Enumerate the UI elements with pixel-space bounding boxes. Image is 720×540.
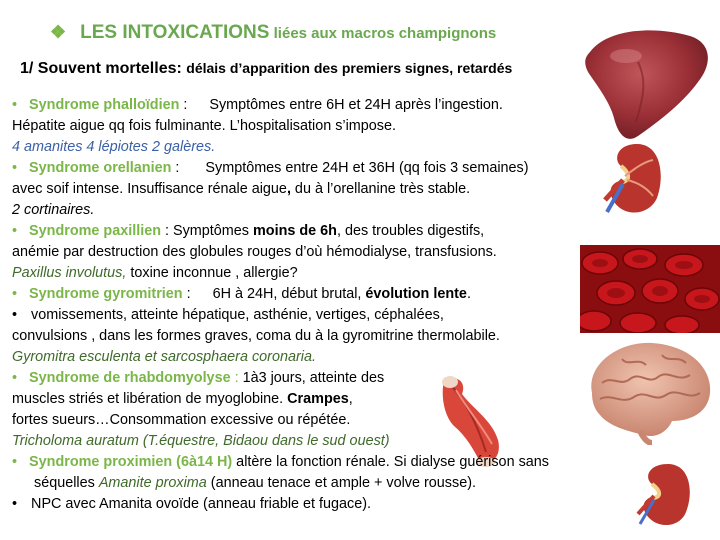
separator: : [182, 286, 191, 302]
line-text: convulsions , dans les formes graves, coma du à la gyromitrine thermolabile. [12, 328, 500, 344]
kidney-image [603, 140, 668, 218]
line-text: fortes sueurs…Consommation excessive ou répétée. [12, 412, 351, 428]
separator: : [171, 160, 180, 176]
line-orellanien [12, 158, 529, 179]
line-bold: évolution lente [365, 286, 467, 302]
line-text: 2 cortinaires. [12, 202, 95, 218]
subtitle-rest: délais d’apparition des premiers signes, retardés [186, 60, 513, 76]
line-17 [12, 431, 390, 452]
line-text: séquelles [34, 475, 99, 491]
bullet: • [12, 370, 18, 386]
line-8 [12, 242, 497, 263]
line-5 [12, 179, 470, 200]
liver-image [578, 22, 716, 144]
line-proximien [12, 452, 549, 473]
line-phalloidien [12, 95, 503, 116]
line-text: Symptômes entre 24H et 36H (qq fois 3 semaines) [205, 160, 529, 176]
bullet: • [12, 496, 18, 512]
species-name: Gyromitra esculenta et sarcosphaera coronaria. [12, 349, 316, 365]
page-title [50, 22, 496, 44]
syndrome-name: Syndrome paxillien [29, 223, 162, 239]
syndrome-name: Syndrome phalloïdien [29, 97, 180, 113]
syndrome-name: Syndrome gyromitrien [29, 286, 183, 302]
separator: : [161, 223, 174, 239]
syndrome-name: Syndrome orellanien [29, 160, 172, 176]
bullet: • [12, 307, 18, 323]
line-bold: moins de 6h [253, 223, 337, 239]
line-gyromitrien [12, 284, 471, 305]
bullet: • [12, 223, 18, 239]
line-text: Hépatite aigue qq fois fulminante. L’hospitalisation s’impose. [12, 118, 396, 134]
title-main: LES INTOXICATIONS [80, 22, 270, 43]
species-name: Amanite proxima [98, 475, 207, 491]
bullet: • [12, 160, 18, 176]
separator: : [179, 97, 188, 113]
line-text: , des troubles digestifs, [336, 223, 485, 239]
kidney-image-2 [636, 460, 698, 530]
line-text: anémie par destruction des globules rouges d’où hémodialyse, transfusions. [12, 244, 497, 260]
line-text: muscles striés et libération de myoglobine. [12, 391, 288, 407]
title-rest: liées aux macros champignons [269, 25, 497, 42]
syndrome-name: Syndrome de rhabdomyolyse [29, 370, 231, 386]
line-text: . [466, 286, 471, 302]
line-2 [12, 116, 396, 137]
brain-image [582, 335, 716, 445]
subtitle-lead: 1/ Souvent mortelles: [20, 60, 187, 77]
line-rhabdomyolyse [12, 368, 384, 389]
line-19 [34, 473, 476, 494]
species-name: Tricholoma auratum (T.équestre, Bidaou dans le sud ouest) [12, 433, 390, 449]
line-16 [12, 410, 350, 431]
red-blood-cells-image [580, 245, 720, 333]
line-paxillien [12, 221, 484, 242]
line-text: 6H à 24H, début brutal, [212, 286, 366, 302]
line-bold: Crampes [287, 391, 349, 407]
subtitle [20, 60, 512, 78]
syndrome-name: Syndrome proximien (6à14 H) [29, 454, 233, 470]
line-6 [12, 200, 94, 221]
line-npc [12, 494, 371, 515]
line-11 [12, 305, 444, 326]
line-13 [12, 347, 316, 368]
line-9 [12, 263, 298, 284]
line-text: vomissements, atteinte hépatique, asthénie, vertiges, céphalées, [31, 307, 444, 323]
line-text: Symptômes entre 6H et 24H après l’ingestion. [209, 97, 503, 113]
line-text: (anneau tenace et ample + volve rousse). [206, 475, 476, 491]
line-bold: , [286, 181, 291, 197]
line-12 [12, 326, 500, 347]
bullet: • [12, 286, 18, 302]
separator: : [230, 370, 243, 386]
line-text: du à l’orellanine très stable. [290, 181, 471, 197]
line-text: 1à3 jours, atteinte des [242, 370, 385, 386]
bullet: • [12, 454, 18, 470]
line-text: 4 amanites 4 lépiotes 2 galères. [12, 139, 216, 155]
line-text: NPC avec Amanita ovoïde (anneau friable et fugace). [31, 496, 372, 512]
line-3 [12, 137, 215, 158]
diamond-bullet-icon: ❖ [50, 22, 67, 42]
line-text: Symptômes [173, 223, 253, 239]
line-text: avec soif intense. Insuffisance rénale aigue [12, 181, 287, 197]
line-15 [12, 389, 353, 410]
species-name: Paxillus involutus, [12, 265, 127, 281]
line-text: altère la fonction rénale. Si dialyse guérison sans [232, 454, 549, 470]
bullet: • [12, 97, 18, 113]
line-text: toxine inconnue , allergie? [126, 265, 298, 281]
line-text: , [348, 391, 353, 407]
